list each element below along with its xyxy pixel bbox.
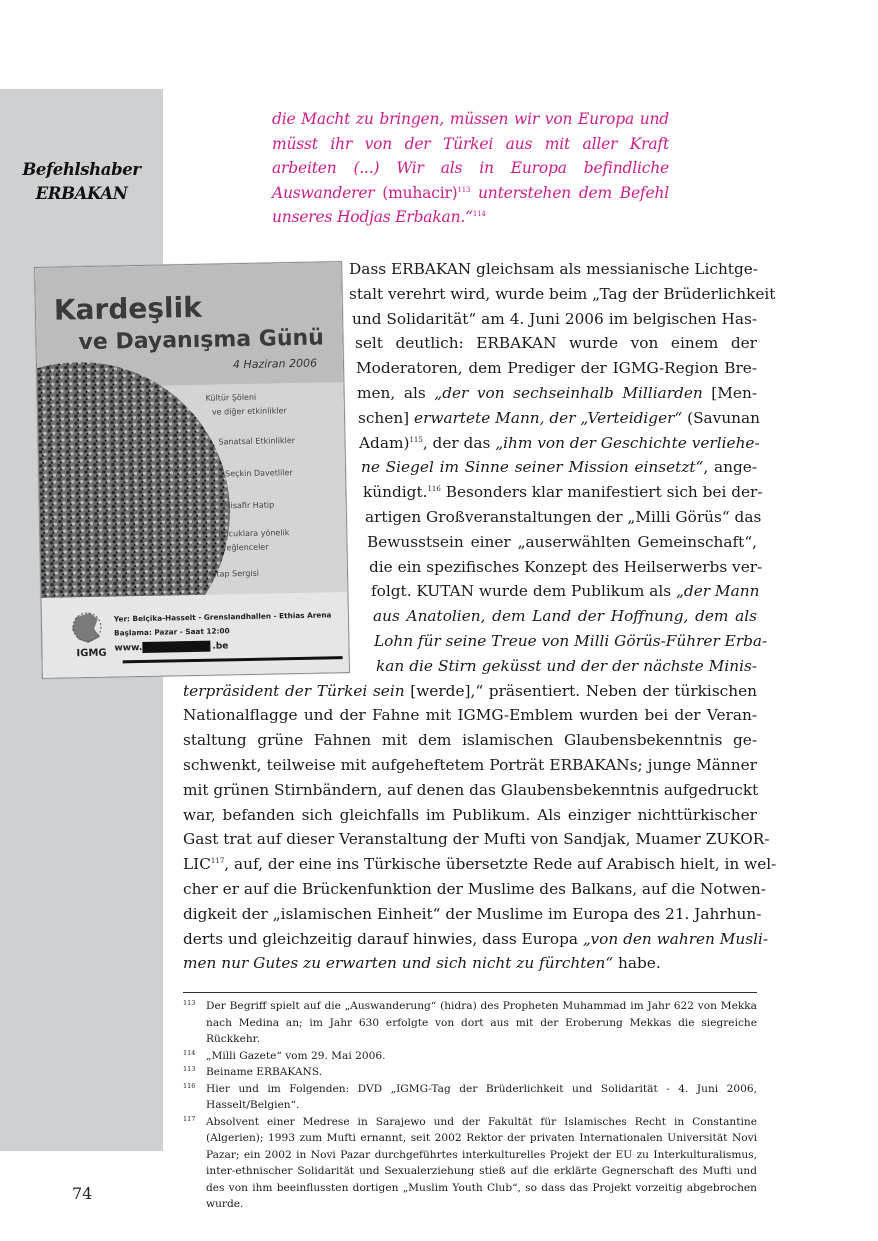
- italic-text: kan die Stirn geküsst und der der nächste Minis-: [376, 656, 757, 675]
- poster-title-line-1: Kardeşlik: [53, 290, 203, 327]
- italic-text: ne Siegel im Sinne seiner Mission einsetzt“: [361, 458, 704, 477]
- text-run: Adam): [359, 433, 410, 452]
- footnote-116: [183, 1081, 757, 1114]
- footnote-number: 116: [183, 1081, 196, 1090]
- text-run: Moderatoren, dem Prediger der IGMG-Region Bre-: [356, 359, 757, 378]
- pull-quote: [272, 107, 669, 230]
- text-run: stalt verehrt wird, wurde beim „Tag der Brüderlichkeit: [349, 284, 776, 303]
- poster-item-3: Sanatsal Etkinlikler: [218, 436, 296, 447]
- italic-text: Lohn für seine Treue von Milli Görüs-Führer Erba-: [374, 632, 768, 650]
- poster-web-suffix: .be: [212, 641, 229, 652]
- poster-item-7: eğlenceler: [226, 542, 269, 553]
- text-run: cher er auf die Brückenfunktion der Muslime des Balkans, auf die Notwen-: [183, 880, 766, 898]
- text-run: Nationalflagge und der Fahne mit IGMG-Emblem wurden bei der Veran-: [183, 706, 757, 725]
- body-line: [183, 877, 766, 902]
- footnote-text: Hier und im Folgenden: DVD „IGMG-Tag der Brüderlichkeit und Solidarität - 4. Juni 2006, Hasselt/Belgien“.: [206, 1082, 757, 1111]
- italic-text: „der von sechseinhalb Milliarden: [434, 384, 703, 402]
- footnote-ref: 115: [409, 435, 423, 444]
- italic-text: erwartete Mann, der „Verteidiger“: [414, 408, 683, 427]
- body-line: [356, 356, 757, 381]
- body-line: [359, 431, 760, 456]
- body-line: [361, 455, 757, 480]
- footnote-text: Absolvent einer Medrese in Sarajewo und der Fakultät für Islamisches Recht in Constantine (Algerien); 1993 zum Mufti ernannt, seit 2002 Rektor der privaten Internationalen Universität Novi Pazar; ein 2002 in Novi Pazar durchgeführtes interkulturelles Projekt der EU zu Interkulturalismus, inter-ethnischer Solidarität und Sexualerziehung stieß auf die erklärte Gegnerschaft des Mufti und des von ihm beeinflussten dortigen „Muslim Youth Club“, so dass das Projekt vorzeitig abgebrochen wurde.: [206, 1115, 757, 1210]
- body-line: [183, 753, 757, 778]
- text-run: mit grünen Stirnbändern, auf denen das Glaubensbekenntnis aufgedruckt: [183, 780, 759, 799]
- poster-time: Başlama: Pazar - Saat 12:00: [114, 626, 230, 638]
- footnotes: [183, 998, 757, 1213]
- text-run: Dass ERBAKAN gleichsam als messianische Lichtge-: [349, 260, 758, 278]
- body-line: [363, 480, 763, 505]
- text-run: schwenkt, teilweise mit aufgeheftetem Porträt ERBAKANs; junge Männer: [183, 756, 757, 774]
- body-line: [183, 803, 757, 828]
- italic-text: „von den wahren Musli-: [582, 929, 769, 948]
- text-run: [werde],“ präsentiert. Neben der türkischen: [404, 681, 757, 700]
- body-line: [183, 902, 762, 927]
- text-run: kündigt.: [363, 483, 428, 502]
- text-run: Besonders klar manifestiert sich bei der-: [440, 483, 763, 502]
- body-line: [183, 679, 757, 704]
- poster-item-6: Çocuklara yönelik: [218, 528, 290, 539]
- text-run: [Men-: [702, 384, 758, 402]
- body-line: [369, 555, 763, 580]
- poster-item-5: Misafir Hatip: [223, 500, 275, 511]
- body-line: [183, 778, 757, 803]
- poster-date: 4 Haziran 2006: [232, 356, 318, 372]
- footnote-text: Beiname ERBAKANS.: [206, 1066, 323, 1078]
- text-run: artigen Großveranstaltungen der „Milli Görüs“ das: [365, 508, 762, 526]
- margin-note-line-2: ERBAKAN: [35, 184, 128, 203]
- margin-note-line-1: Befehlshaber: [22, 160, 141, 179]
- body-line: [183, 827, 770, 852]
- text-run: staltung grüne Fahnen mit dem islamischen Glaubensbekenntnis ge-: [183, 731, 757, 750]
- footnote-text: „Milli Gazete“ vom 29. Mai 2006.: [206, 1049, 386, 1062]
- italic-text: men nur Gutes zu erwarten und sich nicht zu fürchten“: [183, 954, 614, 973]
- text-run: , ange-: [703, 458, 757, 477]
- poster-item-8: Kitap Sergisi: [208, 568, 260, 579]
- poster-item-2: ve diğer etkinlikler: [211, 406, 287, 417]
- text-run: Bewusstsein einer „auserwählten Gemeinschaft“,: [367, 532, 757, 551]
- footnote-113: [183, 1064, 757, 1081]
- quote-part-1: die Macht zu bringen, müssen wir von Europa und müsst ihr von der Türkei aus mit aller Kraft arbeiten (...) Wir als in Europa befindliche Auswanderer: [272, 110, 669, 202]
- redaction-bar: [142, 641, 210, 653]
- footnote-number: 117: [183, 1114, 196, 1123]
- poster-item-1: Kültür Şöleni: [205, 392, 257, 403]
- body-line: [183, 703, 757, 728]
- body-line: [374, 629, 768, 654]
- page-number: 74: [72, 1184, 93, 1203]
- footnote-number: 113: [183, 1065, 196, 1073]
- footnote-number: 113: [183, 999, 196, 1007]
- body-line: [183, 728, 757, 753]
- text-run: die ein spezifisches Konzept des Heilserwerbs ver-: [369, 557, 763, 576]
- poster-web-prefix: www.: [114, 642, 143, 654]
- text-run: derts und gleichzeitig darauf hinwies, dass Europa: [183, 929, 583, 948]
- poster-venue: Yer: Belçika-Hasselt - Grenslandhallen - Ethias Arena: [113, 610, 332, 624]
- poster-title-line-2: ve Dayanışma Günü: [78, 325, 325, 356]
- poster-logo: IGMG: [76, 647, 107, 660]
- italic-text: terpräsident der Türkei sein: [183, 681, 405, 700]
- body-line: [183, 927, 769, 952]
- body-line: [349, 257, 757, 282]
- poster-item-4: Seçkin Davetliler: [224, 468, 293, 479]
- text-run: LIC: [183, 855, 211, 874]
- italic-text: „ihm von der Geschichte verliehe-: [495, 433, 760, 452]
- quote-footnote-ref-113: 113: [457, 185, 471, 194]
- text-run: und Solidarität“ am 4. Juni 2006 im belgischen Has-: [352, 309, 757, 328]
- body-line: [183, 951, 757, 976]
- text-run: , auf, der eine ins Türkische übersetzte Rede auf Arabisch hielt, in wel-: [224, 855, 777, 874]
- margin-note: [14, 158, 149, 206]
- text-run: selt deutlich: ERBAKAN wurde von einem der: [355, 334, 757, 353]
- text-run: men, als: [357, 384, 435, 402]
- footnote-117: [183, 1114, 757, 1213]
- quote-footnote-ref-114: 114: [472, 210, 486, 218]
- body-line: [352, 307, 757, 332]
- text-run: folgt. KUTAN wurde dem Publikum als: [371, 582, 676, 601]
- body-line: [367, 530, 757, 555]
- text-run: , der das: [422, 433, 496, 452]
- footnote-rule: [183, 992, 757, 993]
- footnote-text: Der Begriff spielt auf die „Auswanderung“ (hidra) des Propheten Muhammad im Jahr 622 von Mekka nach Medina an; im Jahr 630 erfolgte von dort aus mit der Eroberung Mekkas die siegreiche Rückkehr.: [206, 1000, 757, 1045]
- footnote-114: [183, 1048, 757, 1065]
- body-line: [376, 654, 757, 679]
- body-line: [365, 505, 762, 530]
- italic-text: „der Mann: [675, 582, 760, 601]
- footnote-113: [183, 998, 757, 1048]
- text-run: habe.: [613, 954, 661, 973]
- text-run: digkeit der „islamischen Einheit“ der Muslime im Europa des 21. Jahrhun-: [183, 904, 762, 923]
- footnote-ref: 117: [210, 857, 225, 866]
- event-poster-image: [34, 261, 350, 679]
- body-line: [355, 331, 757, 356]
- quote-part-2: unterstehen dem Befehl unseres Hodjas Erbakan.“: [272, 183, 669, 226]
- body-line: [358, 406, 760, 431]
- footnote-number: 114: [183, 1048, 196, 1057]
- body-line: [371, 579, 760, 604]
- body-line: [357, 381, 757, 406]
- italic-text: aus Anatolien, dem Land der Hoffnung, dem als: [373, 607, 757, 626]
- footnote-ref: 116: [427, 485, 441, 494]
- quote-plain: (muhacir): [382, 183, 458, 202]
- body-line: [373, 604, 757, 629]
- text-run: war, befanden sich gleichfalls im Publikum. Als einziger nichttürkischer: [183, 805, 757, 824]
- text-run: schen]: [358, 408, 415, 427]
- body-line: [183, 852, 777, 877]
- text-run: Gast trat auf dieser Veranstaltung der Mufti von Sandjak, Muamer ZUKOR-: [183, 830, 770, 849]
- text-run: (Savunan: [682, 408, 760, 427]
- body-line: [349, 282, 776, 307]
